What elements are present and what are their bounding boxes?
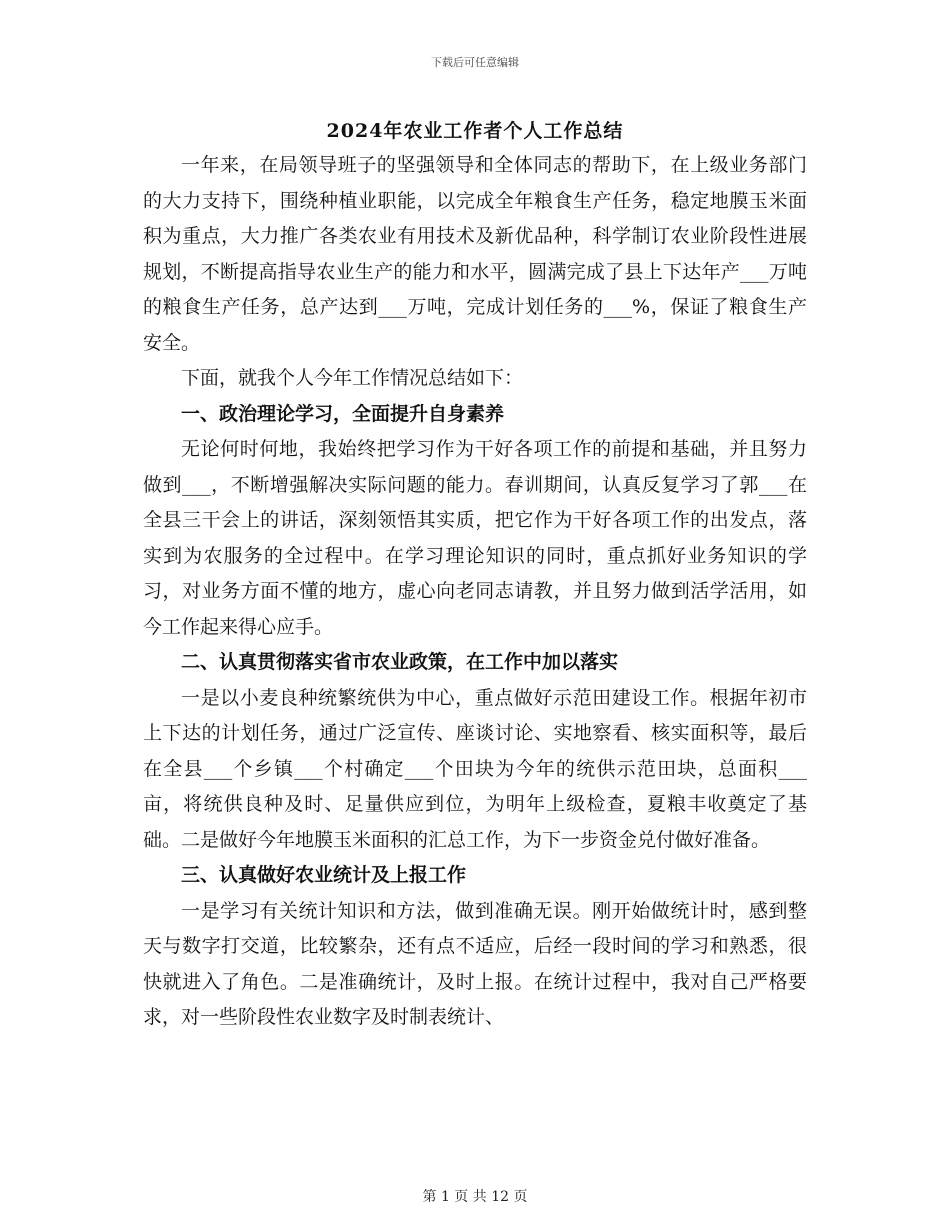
section-heading-2: 二、认真贯彻落实省市农业政策，在工作中加以落实 [181, 651, 619, 673]
section-heading-3: 三、认真做好农业统计及上报工作 [181, 864, 467, 886]
section-heading-1: 一、政治理论学习，全面提升自身素养 [181, 402, 505, 425]
page-header: 下载后可任意编辑 [431, 56, 519, 69]
document-title: 2024年农业工作者个人工作总结 [326, 120, 624, 142]
paragraph-section-1: 无论何时何地，我始终把学习作为干好各项工作的前提和基础，并且努力做到___，不断增强解决实际问题的能力。春训期间，认真反复学习了郭___在全县三干会上的讲话，深刻领悟其实质，把它作为干好各项工作的出发点，落实到为农服务的全过程中。在学习理论知识的同时，重点抓好业务知识的学习，对业务方面不懂的地方，虚心向老同志请教，并且努力做到活学活用，如今工作起来得心应手。 [143, 438, 807, 638]
paragraph-intro: 一年来，在局领导班子的坚强领导和全体同志的帮助下，在上级业务部门的大力支持下，围绕种植业职能，以完成全年粮食生产任务，稳定地膜玉米面积为重点，大力推广各类农业有用技术及新优品种，科学制订农业阶段性进展规划，不断提高指导农业生产的能力和水平，圆满完成了县上下达年产___万吨的粮食生产任务，总产达到___万吨，完成计划任务的___%，保证了粮食生产安全。 [143, 154, 807, 354]
page-footer: 第 1 页 共 12 页 [422, 1189, 528, 1205]
paragraph-summary-lead: 下面，就我个人今年工作情况总结如下： [181, 367, 524, 389]
paragraph-section-3: 一是学习有关统计知识和方法，做到准确无误。刚开始做统计时，感到整天与数字打交道，比较繁杂，还有点不适应，后经一段时间的学习和熟悉，很快就进入了角色。二是准确统计，及时上报。在统计过程中，我对自己严格要求，对一些阶段性农业数字及时制表统计、 [143, 899, 807, 1028]
document-body [143, 148, 807, 1036]
paragraph-section-2: 一是以小麦良种统繁统供为中心，重点做好示范田建设工作。根据年初市上下达的计划任务，通过广泛宣传、座谈讨论、实地察看、核实面积等，最后在全县___个乡镇___个村确定___个田块为今年的统供示范田块，总面积___亩，将统供良种及时、足量供应到位，为明年上级检查，夏粮丰收奠定了基础。二是做好今年地膜玉米面积的汇总工作，为下一步资金兑付做好准备。 [143, 686, 807, 851]
